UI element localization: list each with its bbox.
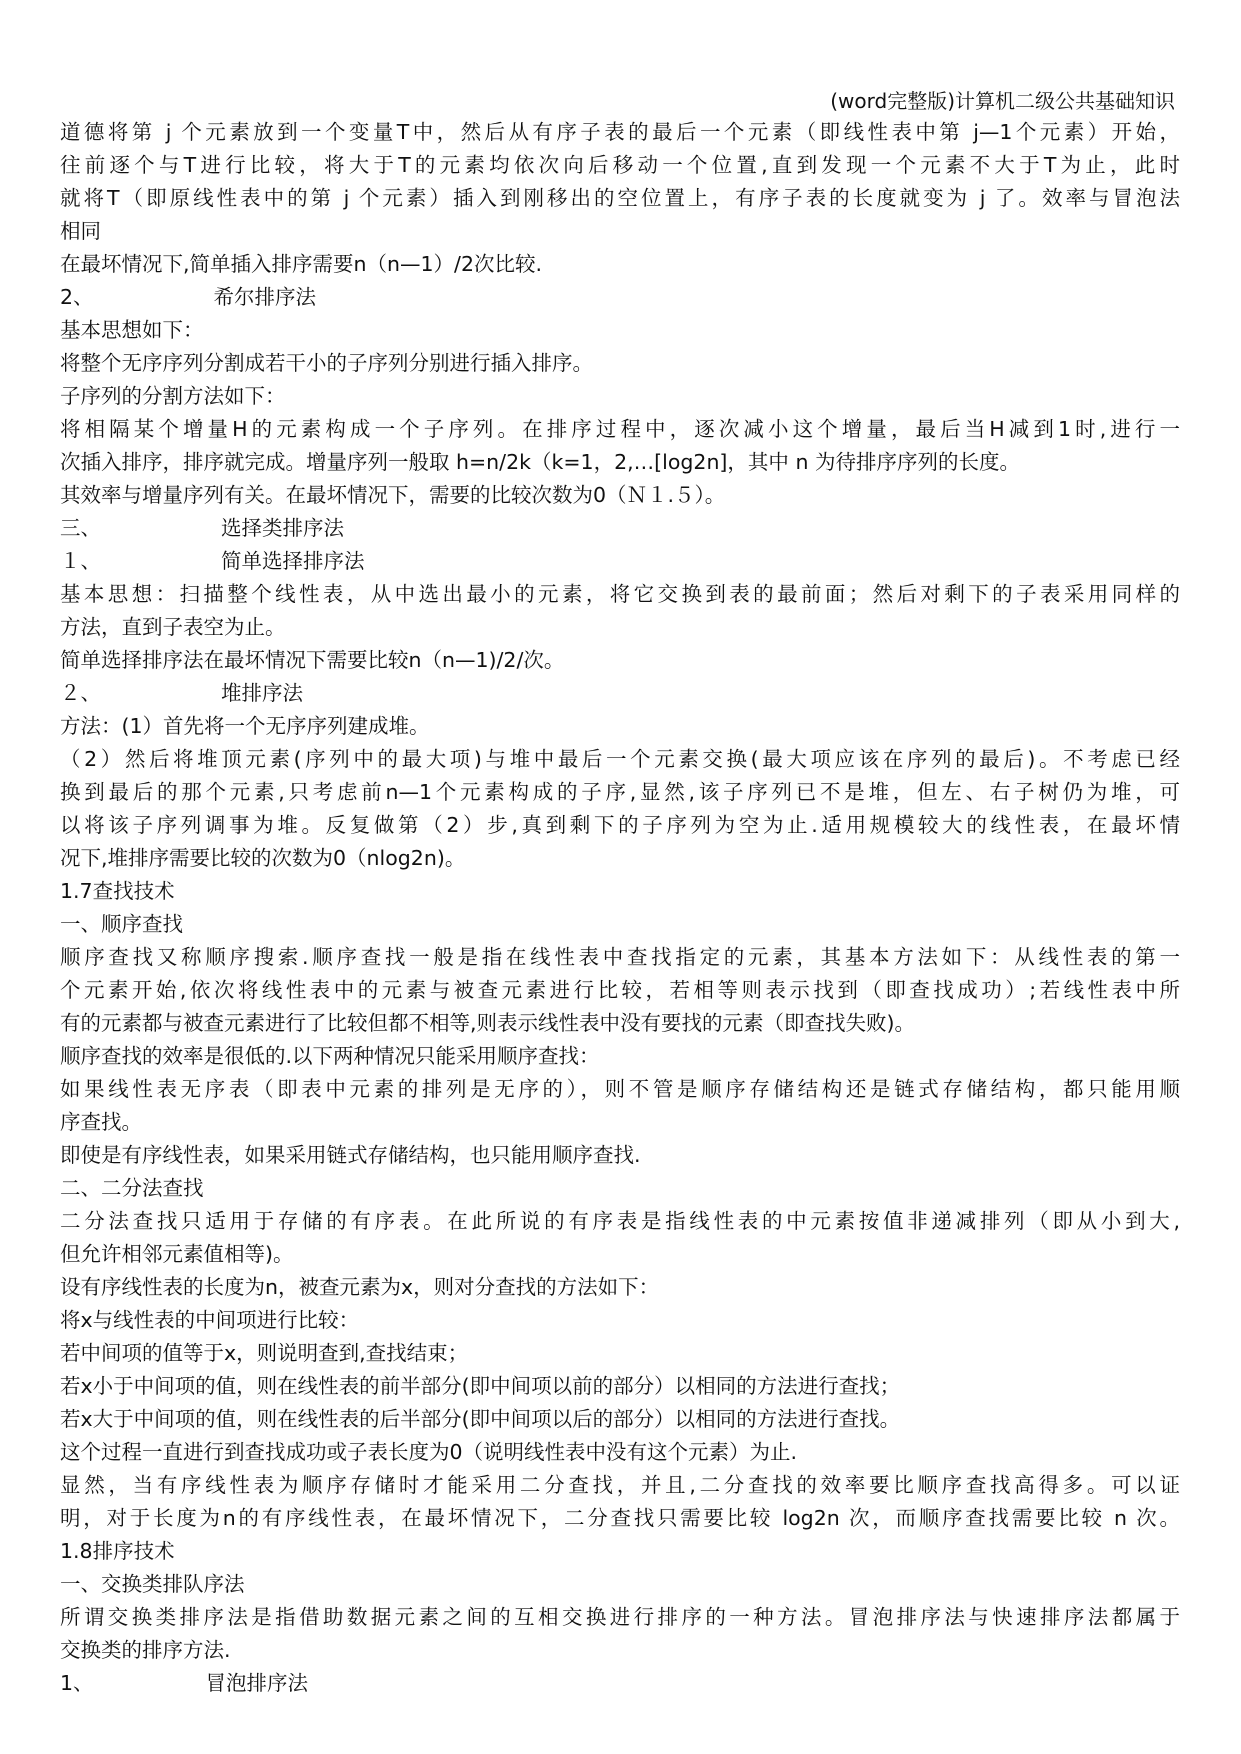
text-line: 将x与线性表的中间项进行比较：	[60, 1308, 360, 1332]
text-line: 有的元素都与被查元素进行了比较但都不相等,则表示线性表中没有要找的元素（即查找失败)。	[60, 1011, 916, 1035]
text-line: 二分法查找只适用于存储的有序表。在此所说的有序表是指线性表的中元素按值非递减排列（即从小到大,	[60, 1209, 1180, 1233]
text-line: 这个过程一直进行到查找成功或子表长度为0（说明线性表中没有这个元素）为止.	[60, 1440, 798, 1464]
section-heading-bubble-sort	[60, 1667, 1180, 1700]
text-line: 简单选择排序法在最坏情况下需要比较n（n—1)/2/次。	[60, 648, 565, 672]
text-line: 子序列的分割方法如下：	[60, 384, 286, 408]
text-line: 就将T（即原线性表中的第 j 个元素）插入到刚移出的空位置上，有序子表的长度就变为 j 了。效率与冒泡法	[60, 186, 1180, 210]
text-line: 顺序查找的效率是很低的.以下两种情况只能采用顺序查找：	[60, 1044, 600, 1068]
shell-sort-paragraph	[60, 314, 1180, 512]
text-line: 若中间项的值等于x，则说明查到,查找结束；	[60, 1341, 469, 1365]
text-line: 往前逐个与T进行比较，将大于T的元素均依次向后移动一个位置,直到发现一个元素不大于T为止，此时	[60, 153, 1180, 177]
text-line: 将相隔某个增量H的元素构成一个子序列。在排序过程中，逐次减小这个增量，最后当H减到1时,进行一	[60, 417, 1180, 441]
text-line: 设有序线性表的长度为n，被查元素为x，则对分查找的方法如下：	[60, 1275, 660, 1299]
text-line: 若x大于中间项的值，则在线性表的后半部分(即中间项以后的部分）以相同的方法进行查找。	[60, 1407, 901, 1431]
heading-number: 1、	[60, 1671, 94, 1695]
text-line: 所谓交换类排序法是指借助数据元素之间的互相交换进行排序的一种方法。冒泡排序法与快速排序法都属于	[60, 1605, 1180, 1629]
text-line: 一、顺序查找	[60, 912, 183, 936]
text-line: 显然，当有序线性表为顺序存储时才能采用二分查找，并且,二分查找的效率要比顺序查找高得多。可以证	[60, 1473, 1180, 1497]
section-heading-heap-sort	[60, 677, 1180, 710]
text-line: 一、交换类排队序法	[60, 1572, 245, 1596]
heading-number: ２、	[60, 681, 101, 705]
heap-sort-and-search-paragraph	[60, 710, 1180, 1667]
text-line: 序查找。	[60, 1110, 142, 1134]
text-line: 在最坏情况下,简单插入排序需要n（n—1）/2次比较.	[60, 252, 543, 276]
text-line: 顺序查找又称顺序搜索.顺序查找一般是指在线性表中查找指定的元素，其基本方法如下：从线性表的第一	[60, 945, 1180, 969]
text-line: 道德将第 j 个元素放到一个变量T中，然后从有序子表的最后一个元素（即线性表中第 j—1个元素）开始，	[60, 120, 1180, 144]
heading-number: 三、	[60, 516, 101, 540]
heading-title: 冒泡排序法	[205, 1671, 309, 1695]
text-line: 但允许相邻元素值相等)。	[60, 1242, 294, 1266]
text-line: 况下,堆排序需要比较的次数为0（nlog2n)。	[60, 846, 466, 870]
text-line: 其效率与增量序列有关。在最坏情况下，需要的比较次数为0（Ｎ１.５）。	[60, 483, 726, 507]
heading-title: 堆排序法	[221, 681, 303, 705]
text-line: 以将该子序列调事为堆。反复做第（2）步,真到剩下的子序列为空为止.适用规模较大的线性表，在最坏情	[60, 813, 1180, 837]
selection-sort-paragraph	[60, 578, 1180, 677]
text-line: 1.7查找技术	[60, 879, 175, 903]
text-line: 若x小于中间项的值，则在线性表的前半部分(即中间项以前的部分）以相同的方法进行查找；	[60, 1374, 901, 1398]
page-header: (word完整版)计算机二级公共基础知识	[830, 89, 1175, 113]
text-line: 方法：(1）首先将一个无序序列建成堆。	[60, 714, 430, 738]
heading-title: 希尔排序法	[213, 285, 317, 309]
text-line: 1.8排序技术	[60, 1539, 175, 1563]
text-line: 基本思想：扫描整个线性表，从中选出最小的元素，将它交换到表的最前面；然后对剩下的子表采用同样的	[60, 582, 1180, 606]
text-line: 换到最后的那个元素,只考虑前n—1个元素构成的子序,显然,该子序列已不是堆，但左、右子树仍为堆，可	[60, 780, 1180, 804]
heading-title: 选择类排序法	[221, 516, 344, 540]
text-line: 交换类的排序方法.	[60, 1638, 231, 1662]
heading-number: 2、	[60, 285, 94, 309]
text-line: 明，对于长度为n的有序线性表，在最坏情况下，二分查找只需要比较 log2n 次，而顺序查找需要比较 n 次。	[60, 1506, 1180, 1530]
section-heading-shell-sort	[60, 281, 1180, 314]
text-line: 二、二分法查找	[60, 1176, 204, 1200]
text-line: 基本思想如下：	[60, 318, 204, 342]
text-line: 将整个无序序列分割成若干小的子序列分别进行插入排序。	[60, 351, 593, 375]
section-heading-simple-selection-sort	[60, 545, 1180, 578]
insertion-sort-paragraph	[60, 116, 1180, 281]
text-line: 次插入排序，排序就完成。增量序列一般取 h=n/2k（k=1，2,…[log2n]，其中 n 为待排序序列的长度。	[60, 450, 1020, 474]
text-line: 方法，直到子表空为止。	[60, 615, 286, 639]
text-line: 如果线性表无序表（即表中元素的排列是无序的），则不管是顺序存储结构还是链式存储结构，都只能用顺	[60, 1077, 1180, 1101]
heading-number: １、	[60, 549, 101, 573]
text-line: （2）然后将堆顶元素(序列中的最大项)与堆中最后一个元素交换(最大项应该在序列的最后)。不考虑已经	[60, 747, 1180, 771]
document-body	[60, 116, 1180, 1700]
section-heading-selection-sort	[60, 512, 1180, 545]
heading-title: 简单选择排序法	[221, 549, 365, 573]
text-line: 个元素开始,依次将线性表中的元素与被查元素进行比较，若相等则表示找到（即查找成功）;若线性表中所	[60, 978, 1180, 1002]
text-line: 相同	[60, 219, 101, 243]
text-line: 即使是有序线性表，如果采用链式存储结构，也只能用顺序查找.	[60, 1143, 641, 1167]
